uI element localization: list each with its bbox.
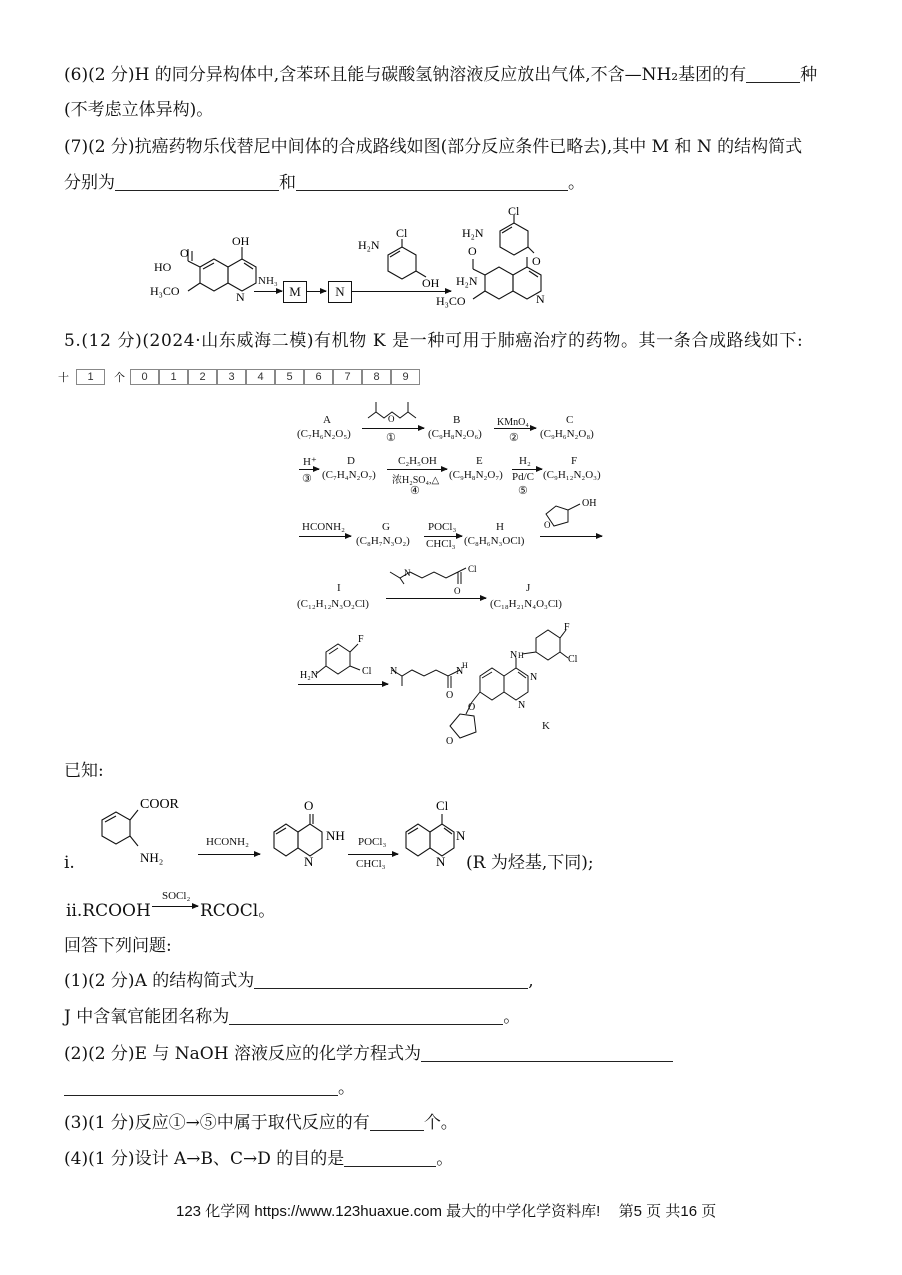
- arrow-5: [512, 469, 542, 470]
- p2-line-a: (2)(2 分)E 与 NaOH 溶液反应的化学方程式为: [64, 1043, 673, 1065]
- ruler-ten-value[interactable]: 1: [76, 369, 105, 385]
- known-title: 已知:: [64, 761, 104, 781]
- hydroxy-thf-structure: [540, 494, 600, 532]
- arrow-7: [424, 536, 462, 537]
- q7-blank-m[interactable]: [115, 172, 279, 191]
- svg-text:O: O: [446, 736, 454, 747]
- ruler-digit[interactable]: 7: [333, 369, 362, 385]
- q7-line1: (7)(2 分)抗癌药物乐伐替尼中间体的合成路线如图(部分反应条件已略去),其中 M 和 N 的结构简式: [64, 137, 803, 157]
- cmpd-h-label: H: [496, 521, 504, 533]
- ruler-digit[interactable]: 6: [304, 369, 333, 385]
- s1-hooc-left: HO: [154, 260, 172, 274]
- svg-text:O: O: [544, 520, 551, 530]
- cmpd-i-formula: (C₁₂H₁₂N₃O₂Cl): [297, 598, 369, 610]
- svg-text:H: H: [462, 661, 468, 670]
- footer-url[interactable]: https://www.123huaxue.com: [254, 1203, 442, 1220]
- svg-text:F: F: [358, 634, 364, 645]
- box-n: N: [328, 281, 352, 303]
- cmpd-d-formula: (C₇H₄N₂O₇): [322, 469, 376, 481]
- s1-o-amide: O: [468, 244, 477, 258]
- svg-text:O: O: [446, 690, 454, 701]
- ruler-digit[interactable]: 4: [246, 369, 275, 385]
- step-3: ③: [302, 473, 312, 485]
- p1-blank-b[interactable]: [229, 1006, 503, 1025]
- reagent-h2: H₂: [519, 455, 531, 467]
- p3-blank[interactable]: [370, 1112, 424, 1131]
- final-structures: [296, 622, 636, 752]
- s1-h2n-amide: H₂N: [456, 274, 478, 288]
- q6-line1: (6)(2 分)H 的同分异构体中,含苯环且能与碳酸氢钠溶液反应放出气体,不含—NH₂基团的有 种: [64, 65, 818, 85]
- s1-h2n-reagent: H₂N: [358, 238, 380, 252]
- svg-text:N: N: [404, 568, 411, 578]
- p2-blank-b[interactable]: [64, 1077, 338, 1096]
- cmpd-a-label: A: [323, 414, 331, 426]
- ruler-digit[interactable]: 1: [159, 369, 188, 385]
- svg-text:NH₂: NH₂: [140, 850, 164, 865]
- cmpd-e-formula: (C₉H₈N₂O₇): [449, 469, 503, 481]
- s1-n-left: N: [236, 290, 245, 304]
- svg-text:Cl: Cl: [436, 798, 449, 813]
- s1-nh3: NH₃: [258, 275, 278, 287]
- acyl-chloride-structure: [388, 564, 488, 598]
- ruler-digit[interactable]: 8: [362, 369, 391, 385]
- s1-cl-prod: Cl: [508, 205, 520, 218]
- known-i-arrow-2: [348, 854, 398, 855]
- cmpd-g-label: G: [382, 521, 390, 533]
- cmpd-j-label: J: [526, 582, 531, 594]
- cmpd-d-label: D: [347, 455, 355, 467]
- reagent-pdc: Pd/C: [512, 471, 535, 483]
- p1-line-a: (1)(2 分)A 的结构简式为 ,: [64, 971, 534, 991]
- cmpd-c-formula: (C₉H₆N₂O₈): [540, 428, 594, 440]
- cmpd-c-label: C: [566, 414, 574, 426]
- cmpd-a-formula: (C₇H₆N₂O₅): [297, 428, 351, 440]
- known-ii-reagent: SOCl₂: [162, 890, 191, 902]
- svg-text:O: O: [468, 702, 476, 713]
- q5-title: 5.(12 分)(2024·山东威海二模)有机物 K 是一种可用于肺癌治疗的药物。其一条合成路线如下:: [64, 331, 804, 351]
- cmpd-j-formula: (C₁₈H₂₁N₄O₃Cl): [490, 598, 562, 610]
- s1-arrow-2: [306, 291, 326, 292]
- p2-blank-a[interactable]: [421, 1043, 673, 1062]
- arrow-1: [362, 428, 424, 429]
- s1-h3co-left: H₃CO: [150, 284, 180, 298]
- known-i-structures: [64, 790, 484, 880]
- svg-text:N: N: [304, 854, 314, 869]
- s1-o-prod: O: [532, 254, 541, 268]
- known-ii-product: RCOCl。: [200, 901, 276, 921]
- svg-text:N: N: [510, 650, 518, 661]
- answer-intro: 回答下列问题:: [64, 936, 172, 956]
- known-ii-arrow: [152, 906, 198, 907]
- known-i-label: ⅰ.: [64, 853, 75, 873]
- reagent-h: H⁺: [303, 456, 317, 468]
- arrow-6: [299, 536, 351, 537]
- arrow-2: [494, 428, 536, 429]
- svg-text:F: F: [564, 622, 570, 633]
- svg-text:N: N: [390, 666, 398, 677]
- cmpd-h-formula: (C₈H₆N₃OCl): [464, 535, 525, 547]
- q7-blank-n[interactable]: [296, 172, 568, 191]
- cmpd-b-label: B: [453, 414, 461, 426]
- svg-text:N: N: [456, 828, 466, 843]
- svg-text:NH: NH: [326, 828, 345, 843]
- step-1: ①: [386, 432, 396, 444]
- footer-page-number: 第5 页 共16 页: [618, 1203, 717, 1220]
- known-i-pocl3: POCl₃: [358, 836, 387, 848]
- svg-text:COOR: COOR: [140, 797, 179, 812]
- scheme1-structures: [140, 205, 580, 320]
- footer-slogan: 最大的中学化学资料库!: [446, 1203, 601, 1220]
- reagent-pocl3: POCl₃: [428, 521, 457, 533]
- reagent-kmno4: KMnO₄: [497, 417, 529, 428]
- p4-line: (4)(1 分)设计 A→B、C→D 的目的是 。: [64, 1149, 454, 1169]
- page-footer: [176, 1200, 716, 1221]
- cmpd-b-formula: (C₉H₈N₂O₆): [428, 428, 482, 440]
- reagent-chcl3: CHCl₃: [426, 538, 456, 550]
- svg-text:O: O: [454, 586, 461, 596]
- known-i-arrow-1: [198, 854, 260, 855]
- step-4: ④: [410, 485, 420, 497]
- ruler-one-label: 个: [114, 372, 125, 384]
- svg-text:H: H: [518, 651, 524, 660]
- svg-text:O: O: [388, 414, 395, 424]
- cmpd-i-label: I: [337, 582, 341, 594]
- s1-arrow-3: [351, 291, 451, 292]
- p4-blank[interactable]: [344, 1148, 436, 1167]
- svg-text:N: N: [436, 854, 446, 869]
- known-ii-label: ⅱ.RCOOH: [66, 901, 151, 921]
- s1-oh-reagent: OH: [422, 276, 440, 290]
- svg-text:O: O: [304, 798, 314, 813]
- ruler-ten-label: 十: [58, 372, 69, 384]
- svg-text:Cl: Cl: [362, 666, 372, 677]
- cmpd-g-formula: (C₈H₇N₃O₂): [356, 535, 410, 547]
- footer-site: 123 化学网: [176, 1203, 251, 1220]
- s1-h3co-prod: H₃CO: [436, 294, 466, 308]
- box-m: M: [283, 281, 307, 303]
- q6-line2: (不考虑立体异构)。: [64, 100, 214, 120]
- ruler-digit[interactable]: 9: [391, 369, 420, 385]
- q6-blank[interactable]: [746, 64, 800, 83]
- p1-blank-a[interactable]: [254, 970, 528, 989]
- q7-line2: 分别为 和 。: [64, 173, 585, 193]
- svg-text:N: N: [518, 700, 526, 711]
- p2-line-b: 。: [64, 1077, 355, 1099]
- svg-text:N: N: [456, 666, 464, 677]
- arrow-10: [298, 684, 388, 685]
- acetic-anhydride-structure: [366, 398, 426, 424]
- svg-text:H₂N: H₂N: [300, 670, 318, 681]
- arrow-9: [386, 598, 486, 599]
- cmpd-f-formula: (C₉H₁₂N₂O₃): [543, 469, 601, 481]
- s1-n-prod: N: [536, 292, 545, 306]
- svg-text:Cl: Cl: [568, 654, 578, 665]
- cmpd-e-label: E: [476, 455, 483, 467]
- p1-line-b: J 中含氧官能团名称为 。: [64, 1007, 521, 1027]
- s1-h2n-prod: H₂N: [462, 226, 484, 240]
- ruler-digit[interactable]: 5: [275, 369, 304, 385]
- s1-cl-reagent: Cl: [396, 226, 408, 240]
- known-i-chcl3: CHCl₃: [356, 858, 386, 870]
- p3-line: (3)(1 分)反应①→⑤中属于取代反应的有 个。: [64, 1113, 458, 1133]
- ruler-digit[interactable]: 2: [188, 369, 217, 385]
- arrow-4: [387, 469, 447, 470]
- cmpd-k-label: K: [542, 720, 550, 732]
- arrow-3: [299, 469, 319, 470]
- svg-text:Cl: Cl: [468, 564, 477, 574]
- step-5: ⑤: [518, 485, 528, 497]
- cmpd-f-label: F: [571, 455, 578, 467]
- known-i-hconh2: HCONH₂: [206, 836, 249, 848]
- s1-o-left: O: [180, 246, 189, 260]
- s1-oh-left: OH: [232, 234, 250, 248]
- svg-text:N: N: [530, 672, 538, 683]
- known-i-note: (R 为烃基,下同);: [466, 853, 594, 873]
- svg-text:OH: OH: [582, 498, 597, 509]
- reagent-hconh2: HCONH₂: [302, 521, 345, 533]
- s1-arrow-1: [254, 291, 282, 292]
- ruler-digit[interactable]: 3: [217, 369, 246, 385]
- reagent-etoh: C₂H₅OH: [398, 455, 437, 467]
- ruler-digit[interactable]: 0: [130, 369, 159, 385]
- arrow-8: [540, 536, 602, 537]
- step-2: ②: [509, 432, 519, 444]
- reagent-h2so4: 浓H₂SO₄,△: [392, 475, 440, 486]
